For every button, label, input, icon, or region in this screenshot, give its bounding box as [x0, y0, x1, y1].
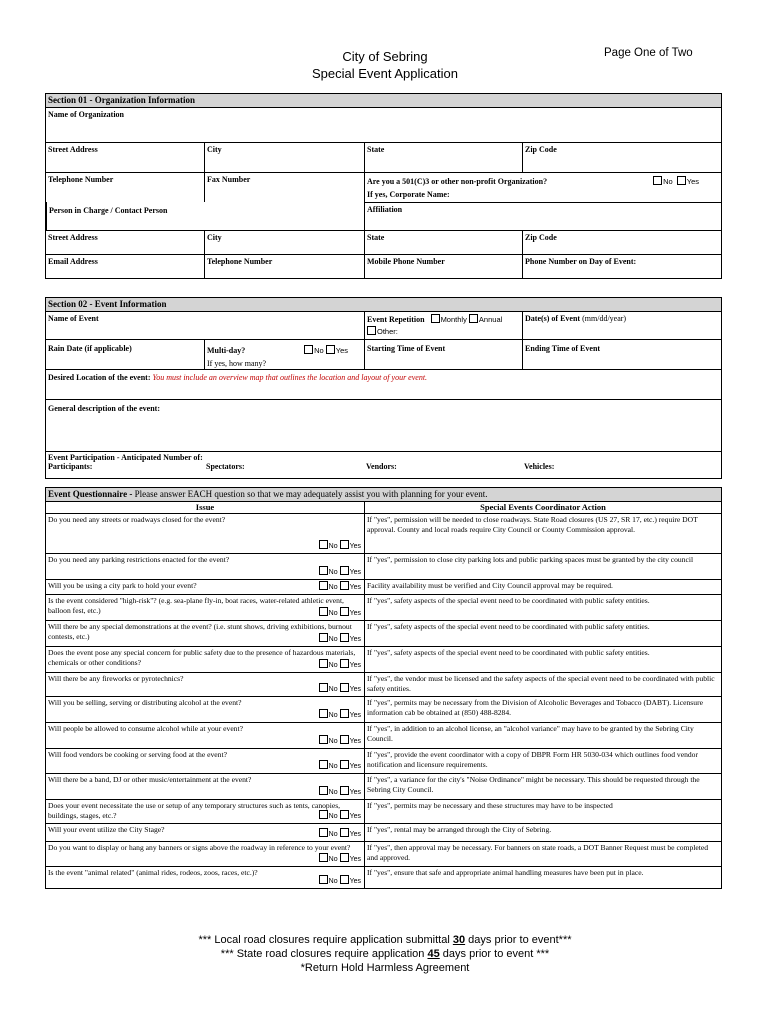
city-label: City [207, 145, 222, 154]
question-text: Will you be using a city park to hold your event? [48, 581, 197, 590]
zip-label: Zip Code [525, 233, 557, 242]
location-field[interactable] [46, 370, 721, 399]
question-row [46, 696, 721, 722]
question-list [46, 513, 721, 888]
page-indicator: Page One of Two [604, 47, 693, 59]
yes-label: Yes [349, 583, 361, 591]
question-row [46, 866, 721, 888]
question-text: Is the event considered "high-risk"? (e.g. sea-plane fly-in, boat races, water-related athletic event, balloon fest, etc.) [48, 596, 344, 616]
question-row [46, 620, 721, 646]
yes-label: Yes [349, 788, 361, 796]
issue-column-header: Issue [195, 502, 215, 512]
note-text: *** Local road closures require application submittal [198, 934, 453, 946]
email-field[interactable] [46, 255, 204, 278]
answer-yes-checkbox[interactable] [340, 786, 349, 795]
no-label: No [328, 568, 338, 576]
monthly-checkbox[interactable] [431, 314, 440, 323]
section-01-table [45, 93, 722, 279]
phone-label: Telephone Number [207, 257, 273, 266]
location-note: You must include an overview map that outlines the location and layout of your event. [152, 373, 428, 382]
answer-no-checkbox[interactable] [319, 659, 328, 668]
zip-label: Zip Code [525, 145, 557, 154]
answer-no-checkbox[interactable] [319, 875, 328, 884]
answer-no-checkbox[interactable] [319, 607, 328, 616]
yes-label: Yes [349, 542, 361, 550]
state-label: State [367, 145, 385, 154]
yes-label: Yes [349, 855, 361, 863]
question-text: Will there be any fireworks or pyrotechnics? [48, 674, 184, 683]
coordinator-action: If "yes", permits may be necessary and these structures may have to be inspected [364, 800, 721, 823]
yes-label: Yes [349, 830, 361, 838]
questionnaire-note: Please answer EACH question so that we may adequately assist you with planning for your event. [134, 489, 488, 499]
yes-no-options [319, 810, 361, 822]
yes-no-options [319, 566, 361, 578]
answer-no-checkbox[interactable] [319, 735, 328, 744]
answer-no-checkbox[interactable] [319, 853, 328, 862]
annual-checkbox[interactable] [469, 314, 478, 323]
yes-no-options [319, 709, 361, 721]
question-issue [46, 514, 364, 553]
answer-yes-checkbox[interactable] [340, 875, 349, 884]
yes-no-options [319, 633, 361, 645]
no-label: No [328, 830, 338, 838]
yes-no-options [319, 581, 361, 593]
event-name-field[interactable] [46, 312, 364, 339]
event-day-phone-field[interactable] [522, 255, 721, 278]
yes-label: Yes [686, 177, 699, 186]
date-format-hint: (mm/dd/year) [582, 314, 627, 323]
question-text: Do you need any streets or roadways closed for the event? [48, 515, 226, 524]
contact-state-field[interactable] [364, 231, 522, 254]
question-text: Do you want to display or hang any banners or signs above the roadway in reference to your event? [48, 843, 351, 852]
coordinator-action: If "yes", safety aspects of the special event need to be coordinated with public safety entities. [364, 621, 721, 646]
state-label: State [367, 233, 385, 242]
city-field[interactable] [204, 143, 364, 172]
answer-yes-checkbox[interactable] [340, 810, 349, 819]
coordinator-action: If "yes", permits may be necessary from the Division of Alcoholic Beverages and Tobacco (DABT). Licensure information cab be obtained at (850) 488-8284. [364, 697, 721, 722]
question-issue [46, 673, 364, 696]
spectators-field[interactable]: Spectators: [206, 462, 245, 471]
contact-label: Person in Charge / Contact Person [49, 206, 168, 215]
how-many-days-field[interactable]: If yes, how many? [207, 359, 267, 368]
no-label: No [328, 737, 338, 745]
question-issue [46, 697, 364, 722]
answer-no-checkbox[interactable] [319, 828, 328, 837]
yes-label: Yes [349, 711, 361, 719]
yes-no-options [319, 683, 361, 695]
section-02-table [45, 297, 722, 479]
answer-yes-checkbox[interactable] [340, 760, 349, 769]
no-label: No [328, 877, 338, 885]
answer-yes-checkbox[interactable] [340, 566, 349, 575]
phone-field[interactable] [46, 173, 204, 202]
question-row [46, 594, 721, 620]
section-01-heading: Section 01 - Organization Information [46, 94, 721, 107]
question-text: Does the event pose any special concern for public safety due to the presence of hazardous materials, chemicals or other conditions? [48, 648, 356, 668]
note-text: days prior to event*** [465, 934, 572, 946]
no-label: No [314, 346, 324, 355]
question-row [46, 799, 721, 823]
answer-no-checkbox[interactable] [319, 633, 328, 642]
no-label: No [328, 812, 338, 820]
question-row [46, 773, 721, 799]
coordinator-action: If "yes", permission to close city parking lots and public parking spaces must be granted by the city council [364, 554, 721, 579]
org-name-field[interactable] [46, 108, 721, 142]
coordinator-action: If "yes", in addition to an alcohol license, an "alcohol variance" may have to be granted by the Sebring City Council. [364, 723, 721, 748]
no-label: No [328, 762, 338, 770]
yes-no-options [319, 786, 361, 798]
yes-label: Yes [335, 346, 348, 355]
question-text: Will food vendors be cooking or serving food at the event? [48, 750, 227, 759]
vendors-field[interactable]: Vendors: [366, 462, 397, 471]
question-issue [46, 867, 364, 888]
rain-date-label: Rain Date (if applicable) [48, 344, 132, 353]
answer-yes-checkbox[interactable] [340, 633, 349, 642]
coordinator-action: If "yes", rental may be arranged through the City of Sebring. [364, 824, 721, 841]
coordinator-action: If "yes", safety aspects of the special event need to be coordinated with public safety entities. [364, 595, 721, 620]
action-column-header: Special Events Coordinator Action [364, 502, 721, 513]
yes-label: Yes [349, 568, 361, 576]
coordinator-action: If "yes", then approval may be necessary. For banners on state roads, a DOT Banner Request must be completed and approved. [364, 842, 721, 866]
yes-no-options [319, 875, 361, 887]
contact-zip-field[interactable] [522, 231, 721, 254]
start-time-field[interactable] [364, 340, 522, 369]
zip-field[interactable] [522, 143, 721, 172]
yes-label: Yes [349, 877, 361, 885]
question-issue [46, 580, 364, 594]
question-text: Will there be any special demonstrations at the event? (i.e. stunt shows, driving exhibitions, burnout contests, etc.) [48, 622, 352, 642]
multiday-no-checkbox[interactable] [304, 345, 313, 354]
city-label: City [207, 233, 222, 242]
yes-no-options [319, 853, 361, 865]
event-name-label: Name of Event [48, 314, 99, 323]
question-text: Does your event necessitate the use or setup of any temporary structures such as tents, canopies, buildings, stages, etc.? [48, 801, 341, 821]
yes-label: Yes [349, 812, 361, 820]
street-label: Street Address [48, 145, 98, 154]
yes-no-options [319, 607, 361, 619]
no-label: No [328, 542, 338, 550]
question-text: Do you need any parking restrictions enacted for the event? [48, 555, 230, 564]
no-label: No [328, 855, 338, 863]
phone-label: Telephone Number [48, 175, 114, 184]
affiliation-field[interactable] [365, 202, 721, 230]
no-label: No [328, 788, 338, 796]
yes-no-options [319, 760, 361, 772]
question-issue [46, 621, 364, 646]
question-issue [46, 595, 364, 620]
question-issue [46, 774, 364, 799]
local-days: 30 [452, 934, 466, 946]
question-row [46, 513, 721, 553]
coordinator-action: If "yes", a variance for the city's "Noise Ordinance" might be necessary. This should be requested through the Sebring City Council. [364, 774, 721, 799]
no-label: No [663, 177, 673, 186]
questionnaire-title: Event Questionnaire - [48, 489, 133, 499]
multiday-yes-checkbox[interactable] [326, 345, 335, 354]
question-issue [46, 824, 364, 841]
fax-field[interactable] [204, 173, 364, 202]
no-label: No [328, 609, 338, 617]
state-days: 45 [427, 948, 440, 960]
yes-label: Yes [349, 762, 361, 770]
answer-yes-checkbox[interactable] [340, 735, 349, 744]
coordinator-action: If "yes", safety aspects of the special event need to be coordinated with public safety entities. [364, 647, 721, 672]
answer-no-checkbox[interactable] [319, 683, 328, 692]
no-label: No [328, 685, 338, 693]
coordinator-action: If "yes", permission will be needed to close roadways. State Road closures (US 27, SR 17, etc.) require DOT approval. County and local roads require City Council or County Commission approval. [364, 514, 721, 553]
contact-person-field[interactable] [46, 202, 364, 230]
nonprofit-question: Are you a 501(C)3 or other non-profit Organization? [367, 177, 548, 186]
no-label: No [328, 661, 338, 669]
note-text: days prior to event *** [439, 948, 550, 960]
monthly-label: Monthly [440, 315, 467, 324]
yes-label: Yes [349, 609, 361, 617]
no-label: No [328, 635, 338, 643]
answer-yes-checkbox[interactable] [340, 683, 349, 692]
question-issue [46, 554, 364, 579]
question-row [46, 823, 721, 841]
yes-no-options [319, 735, 361, 747]
corporate-name-field[interactable]: If yes, Corporate Name: [367, 190, 450, 199]
answer-no-checkbox[interactable] [319, 540, 328, 549]
answer-no-checkbox[interactable] [319, 566, 328, 575]
vehicles-field[interactable]: Vehicles: [524, 462, 555, 471]
answer-no-checkbox[interactable] [319, 810, 328, 819]
participation-label: Event Participation - Anticipated Number of: [48, 453, 203, 462]
mobile-field[interactable] [364, 255, 522, 278]
coordinator-action: If "yes", the vendor must be licensed and the safety aspects of the special event need to be coordinated with public safety entities. [364, 673, 721, 696]
question-issue [46, 647, 364, 672]
multiday-label: Multi-day? [207, 346, 246, 355]
question-text: Is the event "animal related" (animal rides, rodeos, zoos, races, etc.)? [48, 868, 258, 877]
state-field[interactable] [364, 143, 522, 172]
question-text: Will you be selling, serving or distributing alcohol at the event? [48, 698, 242, 707]
answer-yes-checkbox[interactable] [340, 607, 349, 616]
questionnaire-heading [46, 488, 721, 501]
answer-yes-checkbox[interactable] [340, 709, 349, 718]
event-dates-field[interactable] [522, 312, 721, 339]
question-issue [46, 723, 364, 748]
other-label: Other: [377, 327, 398, 336]
mobile-label: Mobile Phone Number [367, 257, 445, 266]
yes-no-options [319, 828, 361, 840]
no-label: No [328, 711, 338, 719]
annual-label: Annual [478, 315, 503, 324]
yes-label: Yes [349, 661, 361, 669]
email-label: Email Address [48, 257, 98, 266]
question-text: Will there be a band, DJ or other music/entertainment at the event? [48, 775, 252, 784]
note-text: *** State road closures require application [220, 948, 428, 960]
fax-label: Fax Number [207, 175, 251, 184]
answer-no-checkbox[interactable] [319, 581, 328, 590]
question-issue [46, 800, 364, 823]
answer-no-checkbox[interactable] [319, 709, 328, 718]
section-02-heading: Section 02 - Event Information [46, 298, 721, 311]
event-repetition-field [364, 312, 522, 339]
yes-label: Yes [349, 737, 361, 745]
yes-label: Yes [349, 635, 361, 643]
questionnaire-table [45, 487, 722, 889]
org-name-label: Name of Organization [48, 110, 124, 119]
start-time-label: Starting Time of Event [367, 344, 446, 353]
question-row [46, 748, 721, 773]
question-issue [46, 842, 364, 866]
description-label: General description of the event: [48, 404, 160, 413]
street-label: Street Address [48, 233, 98, 242]
footer-notes [0, 933, 770, 975]
end-time-field[interactable] [522, 340, 721, 369]
rain-date-field[interactable] [46, 340, 204, 369]
street-field[interactable] [46, 143, 204, 172]
answer-no-checkbox[interactable] [319, 760, 328, 769]
question-row [46, 579, 721, 594]
local-road-note [0, 933, 770, 947]
nonprofit-no-checkbox[interactable] [653, 176, 662, 185]
question-row [46, 722, 721, 748]
event-repetition-label: Event Repetition [367, 315, 425, 324]
yes-no-options [319, 540, 361, 552]
contact-phone-field[interactable] [204, 255, 364, 278]
location-label: Desired Location of the event: [48, 373, 151, 382]
answer-yes-checkbox[interactable] [340, 659, 349, 668]
answer-yes-checkbox[interactable] [340, 853, 349, 862]
question-row [46, 672, 721, 696]
question-row [46, 841, 721, 866]
other-checkbox[interactable] [367, 326, 376, 335]
yes-no-options [319, 659, 361, 671]
contact-city-field[interactable] [204, 231, 364, 254]
city-name: City of Sebring [342, 49, 428, 64]
event-dates-label: Date(s) of Event [525, 314, 581, 323]
question-text: Will people be allowed to consume alcohol while at your event? [48, 724, 243, 733]
answer-no-checkbox[interactable] [319, 786, 328, 795]
answer-yes-checkbox[interactable] [340, 540, 349, 549]
contact-street-field[interactable] [46, 231, 204, 254]
question-text: Will your event utilize the City Stage? [48, 825, 165, 834]
end-time-label: Ending Time of Event [525, 344, 601, 353]
description-field[interactable] [46, 400, 721, 451]
participants-field[interactable]: Participants: [48, 462, 93, 471]
question-row [46, 553, 721, 579]
affiliation-label: Affiliation [367, 205, 403, 214]
no-label: No [328, 583, 338, 591]
event-day-phone-label: Phone Number on Day of Event: [525, 257, 637, 266]
question-row [46, 646, 721, 672]
yes-label: Yes [349, 685, 361, 693]
hold-harmless-note: *Return Hold Harmless Agreement [300, 962, 470, 974]
coordinator-action: Facility availability must be verified and City Council approval may be required. [364, 580, 721, 594]
nonprofit-yes-checkbox[interactable] [677, 176, 686, 185]
coordinator-action: If "yes", ensure that safe and appropriate animal handling measures have been put in place. [364, 867, 721, 888]
coordinator-action: If "yes", provide the event coordinator with a copy of DBPR Form HR 5030-034 which outlines food vendor notification and licensure requirements. [364, 749, 721, 773]
answer-yes-checkbox[interactable] [340, 581, 349, 590]
answer-yes-checkbox[interactable] [340, 828, 349, 837]
state-road-note [0, 947, 770, 961]
multiday-field [204, 340, 364, 369]
form-name: Special Event Application [312, 66, 458, 81]
question-issue [46, 749, 364, 773]
